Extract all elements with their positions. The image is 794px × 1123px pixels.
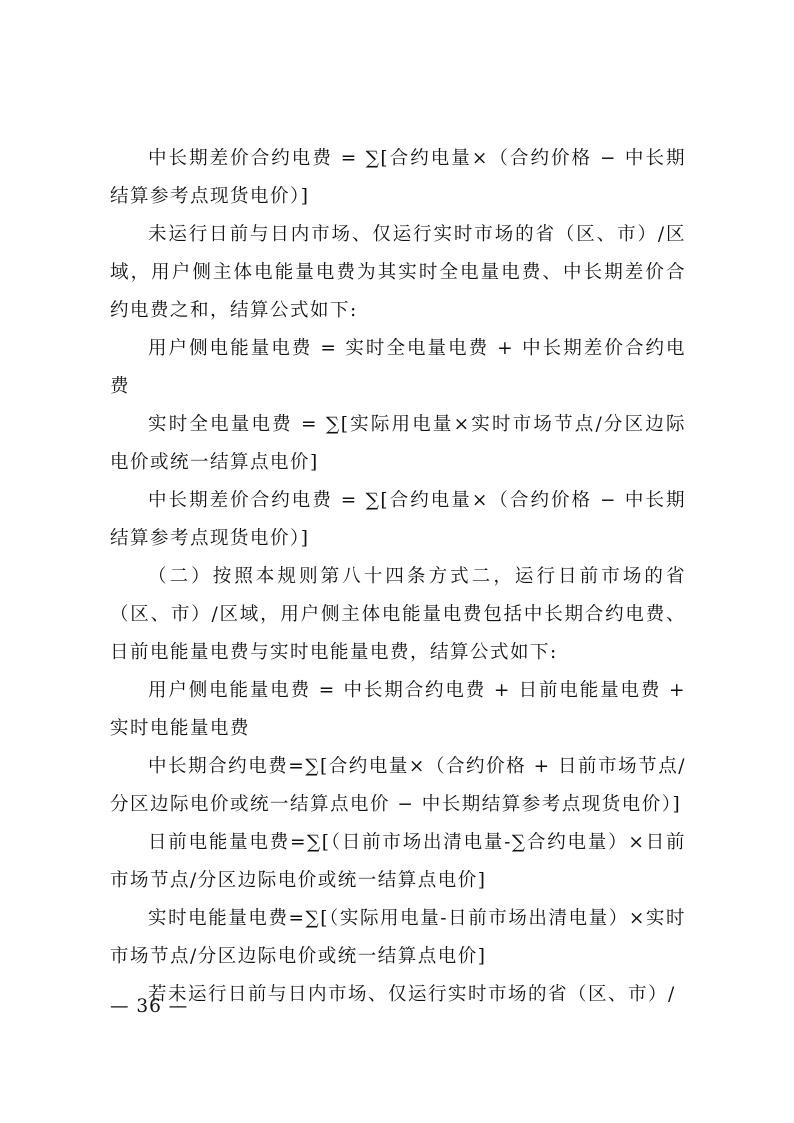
paragraph-9: 日前电能量电费=∑[（日前市场出清电量-∑合约电量）×日前市场节点/分区边际电价或统一结算点电价] (110, 832, 686, 891)
page-number: — 36 — (110, 996, 189, 1017)
paragraph-1: 中长期差价合约电费 = ∑[合约电量×（合约价格 − 中长期结算参考点现货电价）] (110, 148, 686, 207)
paragraph-8: 中长期合约电费=∑[合约电量×（合约价格 + 日前市场节点/分区边际电价或统一结算点电价 − 中长期结算参考点现货电价）] (110, 756, 686, 815)
paragraph-3: 用户侧电能量电费 = 实时全电量电费 + 中长期差价合约电费 (110, 338, 686, 397)
paragraph-5: 中长期差价合约电费 = ∑[合约电量×（合约价格 − 中长期结算参考点现货电价）] (110, 490, 686, 549)
paragraph-7: 用户侧电能量电费 = 中长期合约电费 + 日前电能量电费 + 实时电能量电费 (110, 680, 686, 739)
paragraph-11: 若未运行日前与日内市场、仅运行实时市场的省（区、市）/ (148, 984, 676, 1005)
document-body (110, 140, 686, 1014)
paragraph-2: 未运行日前与日内市场、仅运行实时市场的省（区、市）/区域，用户侧主体电能量电费为其实时全电量电费、中长期差价合约电费之和，结算公式如下: (110, 224, 686, 321)
paragraph-6: （二）按照本规则第八十四条方式二，运行日前市场的省（区、市）/区域，用户侧主体电能量电费包括中长期合约电费、日前电能量电费与实时电能量电费，结算公式如下: (110, 566, 686, 663)
paragraph-10: 实时电能量电费=∑[（实际用电量-日前市场出清电量）×实时市场节点/分区边际电价或统一结算点电价] (110, 908, 686, 967)
paragraph-4: 实时全电量电费 = ∑[实际用电量×实时市场节点/分区边际电价或统一结算点电价] (110, 414, 686, 473)
